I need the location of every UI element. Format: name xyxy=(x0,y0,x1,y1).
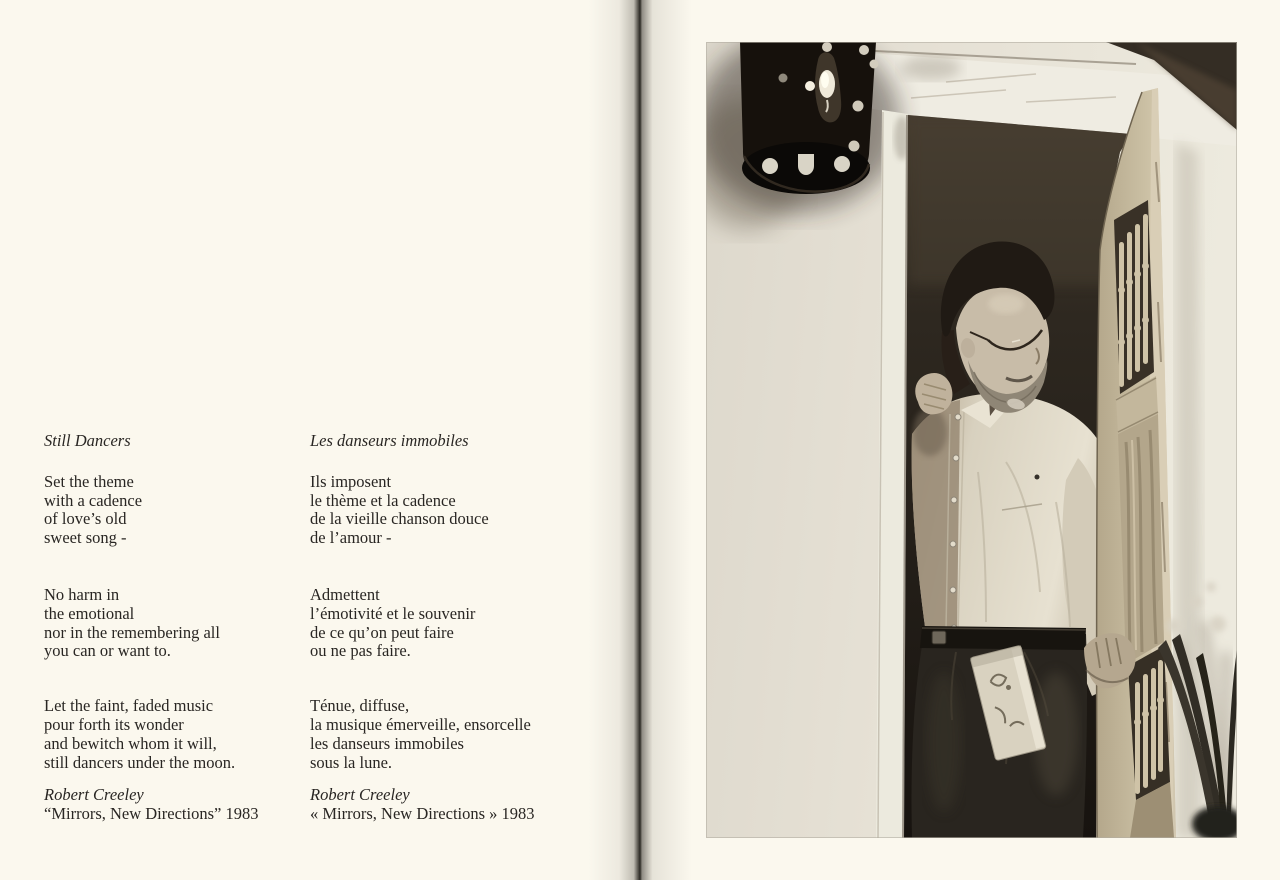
poem-line: Ils imposent xyxy=(310,471,392,491)
poem-line: ou ne pas faire. xyxy=(310,641,411,661)
poem-line: l’émotivité et le souvenir xyxy=(310,603,476,623)
poem-source: “Mirrors, New Directions” 1983 xyxy=(44,804,259,824)
stanza xyxy=(310,473,620,548)
poem-line: la musique émerveille, ensorcelle xyxy=(310,714,531,734)
poem-english xyxy=(44,432,299,824)
poem-line: of love’s old xyxy=(44,509,127,529)
stanza xyxy=(310,586,620,661)
poem-line: le thème et la cadence xyxy=(310,490,456,510)
stanza xyxy=(44,697,299,772)
poem-line: with a cadence xyxy=(44,490,143,510)
poem-title-french: Les danseurs immobiles xyxy=(310,431,469,450)
stanza xyxy=(44,586,299,661)
poem-line: Set the theme xyxy=(44,471,134,491)
poem-line: you can or want to. xyxy=(44,641,171,661)
poem-line: pour forth its wonder xyxy=(44,714,184,734)
poem-line: de ce qu’on peut faire xyxy=(310,622,454,642)
poem-line: Ténue, diffuse, xyxy=(310,696,410,716)
poem-french xyxy=(310,432,620,824)
poem-line: les danseurs immobiles xyxy=(310,733,464,753)
book-gutter-fold xyxy=(588,0,692,880)
poem-line: sweet song - xyxy=(44,528,127,548)
stanza xyxy=(44,473,299,548)
poem-line: the emotional xyxy=(44,603,135,623)
poem-line: Admettent xyxy=(310,584,380,604)
attribution xyxy=(310,786,620,824)
photograph xyxy=(706,42,1237,838)
poem-line: sous la lune. xyxy=(310,752,393,772)
poem-line: nor in the remembering all xyxy=(44,622,220,642)
open-door xyxy=(1097,88,1202,838)
poem-author: Robert Creeley xyxy=(44,785,144,805)
attribution xyxy=(44,786,299,824)
poem-line: No harm in xyxy=(44,584,120,604)
poem-author: Robert Creeley xyxy=(310,785,410,805)
poem-line: still dancers under the moon. xyxy=(44,752,236,772)
poem-source: « Mirrors, New Directions » 1983 xyxy=(310,804,535,824)
poem-line: de la vieille chanson douce xyxy=(310,509,489,529)
poem-line: de l’amour - xyxy=(310,528,392,548)
poem-line: and bewitch whom it will, xyxy=(44,733,217,753)
stanza xyxy=(310,697,620,772)
poem-line: Let the faint, faded music xyxy=(44,696,214,716)
poem-title-english: Still Dancers xyxy=(44,431,131,450)
